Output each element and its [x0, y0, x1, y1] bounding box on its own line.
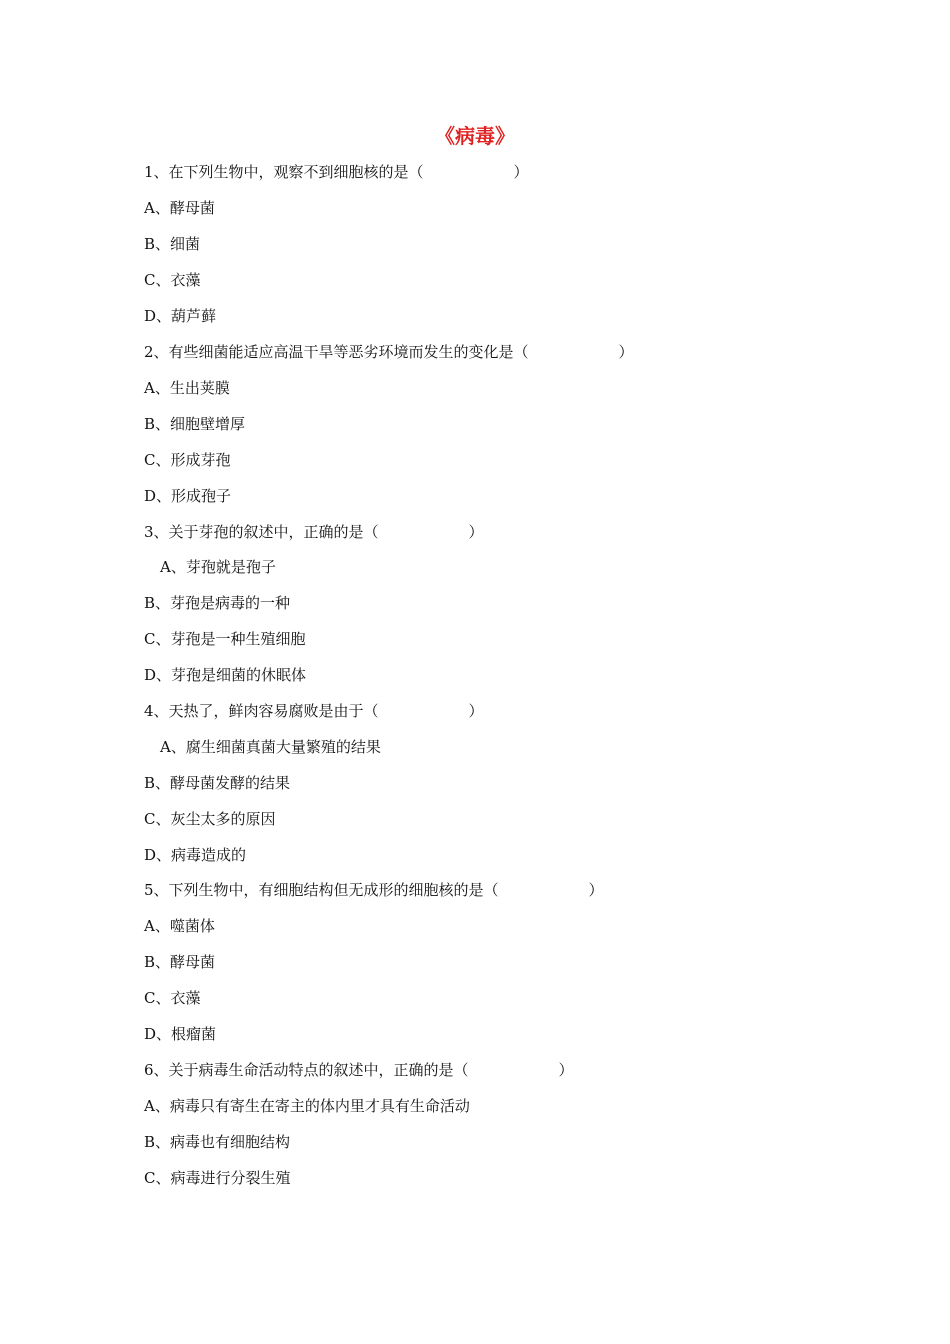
option-5c: C、衣藻	[144, 989, 201, 1007]
option-6a: A、病毒只有寄生在寄主的体内里才具有生命活动	[144, 1097, 470, 1115]
option-4d: D、病毒造成的	[144, 846, 247, 864]
option-2d: D、形成孢子	[144, 487, 232, 505]
option-3d: D、芽孢是细菌的休眠体	[144, 666, 307, 684]
option-5a: A、噬菌体	[144, 917, 215, 935]
document-title: 《病毒》	[435, 124, 515, 148]
option-1b: B、细菌	[144, 235, 201, 253]
option-2a: A、生出荚膜	[144, 379, 230, 397]
option-5b: B、酵母菌	[144, 953, 216, 971]
question-3: 3、关于芽孢的叙述中，正确的是（ ）	[144, 523, 484, 541]
option-4c: C、灰尘太多的原因	[144, 810, 276, 828]
option-3b: B、芽孢是病毒的一种	[144, 594, 291, 612]
option-4b: B、酵母菌发酵的结果	[144, 774, 291, 792]
option-1d: D、葫芦藓	[144, 307, 217, 325]
question-4: 4、天热了，鲜肉容易腐败是由于（ ）	[144, 702, 484, 720]
question-1: 1、在下列生物中，观察不到细胞核的是（ ）	[144, 163, 529, 181]
option-2c: C、形成芽孢	[144, 451, 231, 469]
option-1a: A、酵母菌	[144, 199, 215, 217]
option-3a: A、芽孢就是孢子	[160, 558, 276, 576]
option-1c: C、衣藻	[144, 271, 201, 289]
option-5d: D、根瘤菌	[144, 1025, 217, 1043]
question-6: 6、关于病毒生命活动特点的叙述中，正确的是（ ）	[144, 1061, 574, 1079]
question-2: 2、有些细菌能适应高温干旱等恶劣环境而发生的变化是（ ）	[144, 343, 634, 361]
question-5: 5、下列生物中，有细胞结构但无成形的细胞核的是（ ）	[144, 881, 604, 899]
option-4a: A、腐生细菌真菌大量繁殖的结果	[160, 738, 381, 756]
option-2b: B、细胞壁增厚	[144, 415, 246, 433]
option-6c: C、病毒进行分裂生殖	[144, 1169, 291, 1187]
option-3c: C、芽孢是一种生殖细胞	[144, 630, 306, 648]
option-6b: B、病毒也有细胞结构	[144, 1133, 291, 1151]
